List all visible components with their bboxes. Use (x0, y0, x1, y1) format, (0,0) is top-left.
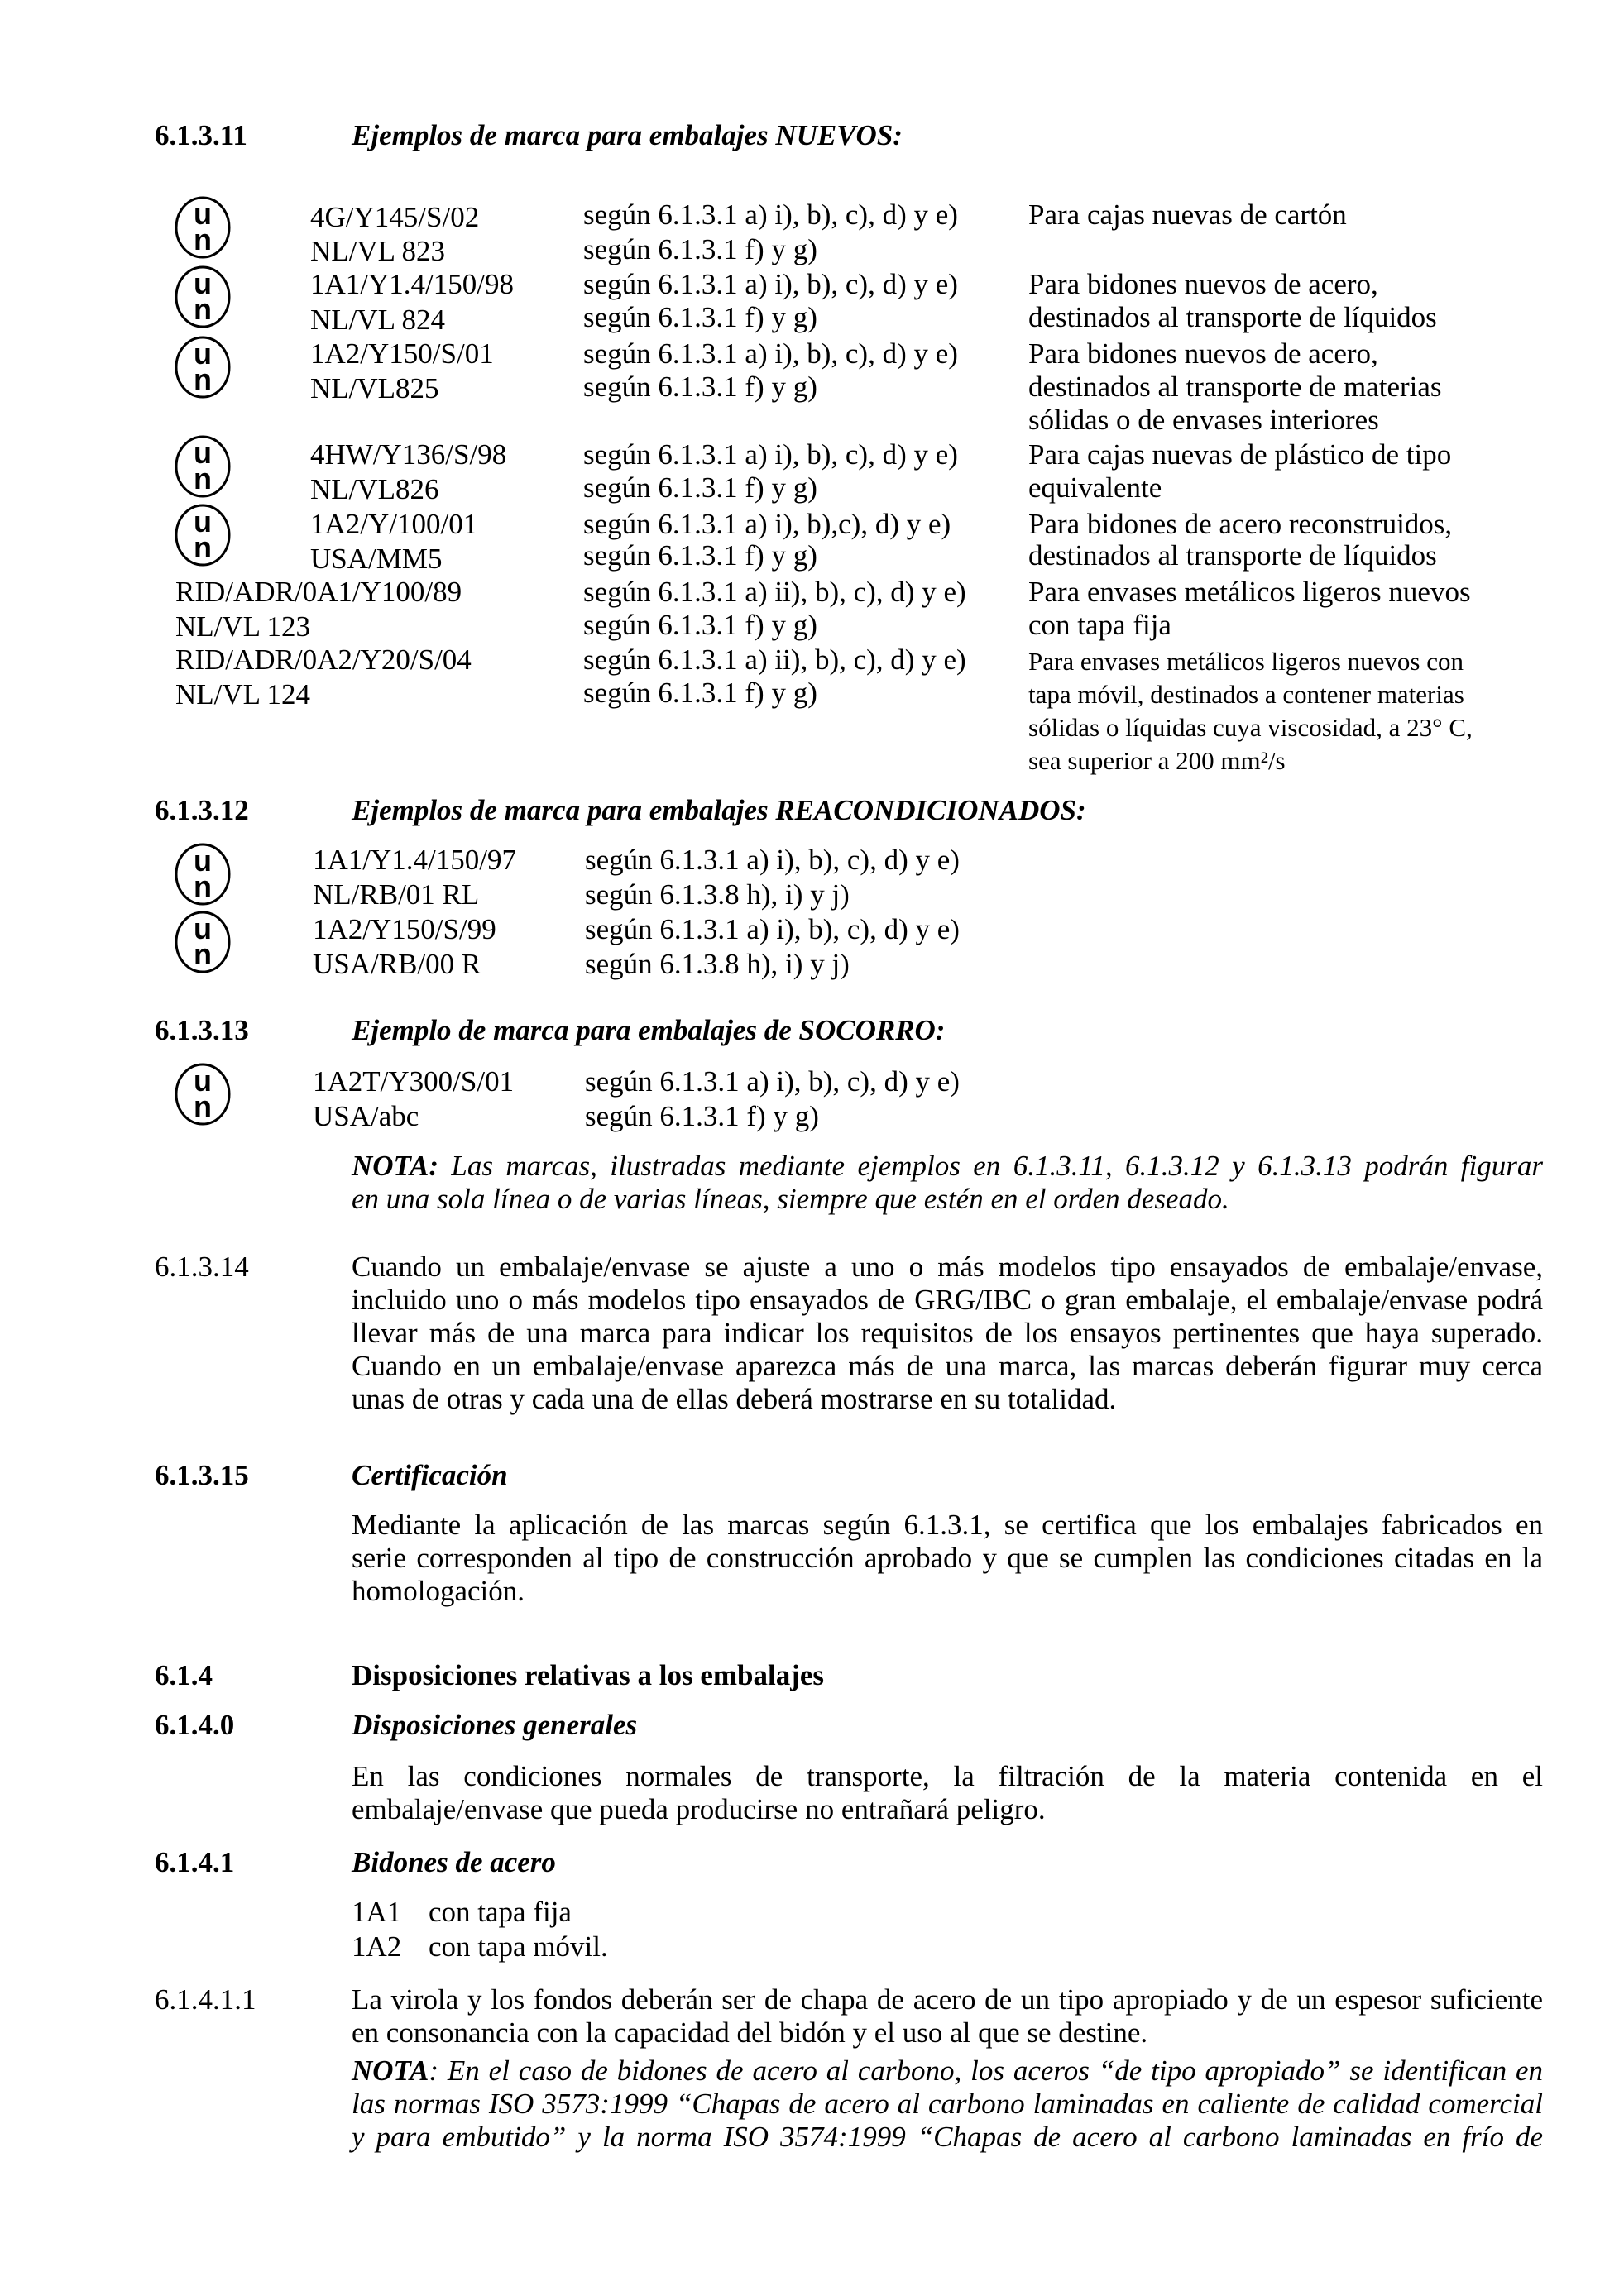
svg-text:u: u (194, 844, 212, 878)
mark-reference: según 6.1.3.1 f) y g) (583, 539, 817, 572)
note-label: NOTA (352, 2054, 429, 2087)
mark-reference: según 6.1.3.8 h), i) y j) (585, 948, 850, 980)
mark-description: sólidas o líquidas cuya viscosidad, a 23° C, (1028, 713, 1473, 742)
svg-text:n: n (194, 292, 212, 326)
mark-reference: según 6.1.3.1 f) y g) (585, 1100, 819, 1132)
note-paragraph (352, 1150, 1543, 1216)
un-packaging-symbol-icon (174, 434, 232, 499)
mark-code: 4HW/Y136/S/98 (310, 438, 507, 471)
paragraph-line: Cuando en un embalaje/envase aparezca más de una marca, las marcas deberán figurar muy cerca (352, 1350, 1543, 1382)
section-number: 6.1.4.1 (155, 1846, 235, 1878)
mark-description: destinados al transporte de líquidos (1028, 539, 1437, 572)
section-number: 6.1.4.0 (155, 1709, 235, 1741)
mark-code: 1A2/Y/100/01 (310, 508, 478, 540)
mark-description: Para bidones de acero reconstruidos, (1028, 508, 1453, 540)
paragraph-line: En las condiciones normales de transporte, la filtración de la materia contenida en el (352, 1760, 1543, 1792)
mark-code: NL/VL 123 (175, 610, 310, 643)
mark-description: Para bidones nuevos de acero, (1028, 268, 1378, 300)
section-title: Disposiciones relativas a los embalajes (352, 1659, 825, 1691)
mark-code: USA/RB/00 R (313, 948, 481, 980)
mark-reference: según 6.1.3.1 a) i), b), c), d) y e) (583, 438, 958, 471)
mark-description: Para envases metálicos ligeros nuevos (1028, 576, 1471, 608)
mark-code: 1A2/Y150/S/01 (310, 337, 494, 370)
svg-text:n: n (194, 937, 212, 971)
mark-code: 1A1/Y1.4/150/98 (310, 268, 514, 300)
mark-code: USA/abc (313, 1100, 419, 1132)
mark-description: tapa móvil, destinados a contener materias (1028, 680, 1464, 709)
note-text: Las marcas, ilustradas mediante ejemplos en 6.1.3.11, 6.1.3.12 y 6.1.3.13 podrán figurar (451, 1150, 1543, 1182)
mark-reference: según 6.1.3.1 a) i), b), c), d) y e) (585, 913, 960, 945)
svg-text:u: u (194, 911, 212, 945)
mark-code: NL/RB/01 RL (313, 878, 480, 911)
list-item-text: con tapa móvil. (429, 1930, 608, 1963)
mark-code: RID/ADR/0A2/Y20/S/04 (175, 643, 472, 676)
un-packaging-symbol-icon (174, 910, 232, 974)
section-number: 6.1.3.11 (155, 119, 247, 151)
svg-text:n: n (194, 530, 212, 564)
un-packaging-symbol-icon (174, 503, 232, 567)
mark-reference: según 6.1.3.8 h), i) y j) (585, 878, 850, 911)
section-title: Ejemplos de marca para embalajes NUEVOS: (352, 119, 903, 151)
mark-reference: según 6.1.3.1 f) y g) (583, 609, 817, 641)
mark-description: Para cajas nuevas de plástico de tipo (1028, 438, 1452, 471)
mark-reference: según 6.1.3.1 f) y g) (583, 471, 817, 504)
mark-description: sea superior a 200 mm²/s (1028, 746, 1286, 775)
svg-text:u: u (194, 436, 212, 470)
svg-text:u: u (194, 505, 212, 538)
svg-text:n: n (194, 462, 212, 495)
mark-description: sólidas o de envases interiores (1028, 404, 1379, 436)
mark-reference: según 6.1.3.1 f) y g) (583, 371, 817, 403)
mark-description: equivalente (1028, 471, 1162, 504)
mark-description: destinados al transporte de materias (1028, 371, 1442, 403)
svg-text:u: u (194, 1064, 212, 1098)
section-number: 6.1.4 (155, 1659, 213, 1691)
mark-reference: según 6.1.3.1 a) ii), b), c), d) y e) (583, 643, 966, 676)
paragraph-line: en consonancia con la capacidad del bidón y el uso al que se destine. (352, 2016, 1148, 2049)
note-paragraph (352, 2054, 1543, 2154)
paragraph-line: homologación. (352, 1575, 525, 1607)
list-item-text: con tapa fija (429, 1896, 572, 1928)
paragraph-line: unas de otras y cada una de ellas deberá mostrarse en su totalidad. (352, 1383, 1117, 1415)
body-paragraph (352, 1251, 1543, 1416)
mark-reference: según 6.1.3.1 f) y g) (583, 301, 817, 333)
paragraph-line: La virola y los fondos deberán ser de chapa de acero de un tipo apropiado y de un espesor suficiente (352, 1983, 1543, 2016)
paragraph-line: llevar más de una marca para indicar los requisitos de los ensayos pertinentes que haya superado. (352, 1317, 1543, 1349)
mark-code: 1A2/Y150/S/99 (313, 913, 496, 945)
svg-text:n: n (194, 222, 212, 256)
note-text: las normas ISO 3573:1999 “Chapas de acero al carbono laminadas en caliente de calidad comercial (352, 2088, 1543, 2120)
svg-text:n: n (194, 1089, 212, 1123)
mark-description: Para bidones nuevos de acero, (1028, 337, 1378, 370)
svg-text:u: u (194, 337, 212, 371)
section-title: Ejemplo de marca para embalajes de SOCORRO: (352, 1014, 946, 1046)
mark-reference: según 6.1.3.1 a) ii), b), c), d) y e) (583, 576, 966, 608)
mark-code: USA/MM5 (310, 543, 443, 575)
svg-text:u: u (194, 197, 212, 231)
section-number: 6.1.3.15 (155, 1459, 249, 1491)
mark-code: NL/VL 824 (310, 304, 445, 336)
mark-code: 4G/Y145/S/02 (310, 201, 480, 233)
mark-reference: según 6.1.3.1 f) y g) (583, 233, 817, 265)
mark-description: destinados al transporte de líquidos (1028, 301, 1437, 333)
un-packaging-symbol-icon (174, 335, 232, 399)
un-packaging-symbol-icon (174, 1062, 232, 1126)
svg-text:u: u (194, 266, 212, 300)
note-text: : En el caso de bidones de acero al carbono, los aceros “de tipo apropiado” se identifican en (429, 2054, 1543, 2087)
mark-description: Para envases metálicos ligeros nuevos con (1028, 647, 1464, 676)
note-text: y para embutido” y la norma ISO 3574:1999 “Chapas de acero al carbono laminadas en frío de (352, 2121, 1543, 2153)
mark-code: RID/ADR/0A1/Y100/89 (175, 576, 462, 608)
paragraph-line: incluido uno o más modelos tipo ensayados de GRG/IBC o gran embalaje, el embalaje/envase podrá (352, 1284, 1543, 1316)
mark-reference: según 6.1.3.1 a) i), b), c), d) y e) (583, 337, 958, 370)
list-item-code: 1A1 (352, 1896, 402, 1928)
svg-text:n: n (194, 869, 212, 903)
mark-reference: según 6.1.3.1 a) i), b), c), d) y e) (585, 844, 960, 876)
paragraph-line: Mediante la aplicación de las marcas según 6.1.3.1, se certifica que los embalajes fabricados en (352, 1509, 1543, 1541)
mark-code: NL/VL 823 (310, 235, 445, 267)
section-title: Bidones de acero (352, 1846, 556, 1878)
paragraph-line: serie corresponden al tipo de construcción aprobado y que se cumplen las condiciones citadas en la (352, 1542, 1543, 1574)
section-number: 6.1.3.13 (155, 1014, 249, 1046)
section-number: 6.1.3.14 (155, 1251, 249, 1283)
mark-reference: según 6.1.3.1 f) y g) (583, 677, 817, 709)
mark-code: NL/VL 124 (175, 678, 310, 710)
svg-text:n: n (194, 362, 212, 396)
note-text: en una sola línea o de varias líneas, siempre que estén en el orden deseado. (352, 1183, 1229, 1215)
mark-code: 1A2T/Y300/S/01 (313, 1065, 515, 1098)
mark-code: NL/VL826 (310, 473, 439, 505)
mark-description: Para cajas nuevas de cartón (1028, 199, 1347, 231)
body-paragraph (352, 1983, 1543, 2050)
mark-reference: según 6.1.3.1 a) i), b), c), d) y e) (583, 268, 958, 300)
body-paragraph (352, 1509, 1543, 1608)
section-title: Certificación (352, 1459, 508, 1491)
mark-description: con tapa fija (1028, 609, 1171, 641)
un-packaging-symbol-icon (174, 842, 232, 906)
paragraph-line: embalaje/envase que pueda producirse no entrañará peligro. (352, 1793, 1046, 1825)
list-item-code: 1A2 (352, 1930, 402, 1963)
mark-code: NL/VL825 (310, 372, 439, 404)
section-title: Disposiciones generales (352, 1709, 638, 1741)
section-number: 6.1.3.12 (155, 794, 249, 826)
section-title: Ejemplos de marca para embalajes REACONDICIONADOS: (352, 794, 1086, 826)
un-packaging-symbol-icon (174, 265, 232, 329)
mark-code: 1A1/Y1.4/150/97 (313, 844, 516, 876)
mark-reference: según 6.1.3.1 a) i), b),c), d) y e) (583, 508, 951, 540)
mark-reference: según 6.1.3.1 a) i), b), c), d) y e) (585, 1065, 960, 1098)
paragraph-line: Cuando un embalaje/envase se ajuste a uno o más modelos tipo ensayados de embalaje/envase, (352, 1251, 1543, 1283)
note-label: NOTA: (352, 1150, 438, 1182)
un-packaging-symbol-icon (174, 195, 232, 260)
section-number: 6.1.4.1.1 (155, 1983, 256, 2016)
mark-reference: según 6.1.3.1 a) i), b), c), d) y e) (583, 199, 958, 231)
body-paragraph (352, 1760, 1543, 1826)
